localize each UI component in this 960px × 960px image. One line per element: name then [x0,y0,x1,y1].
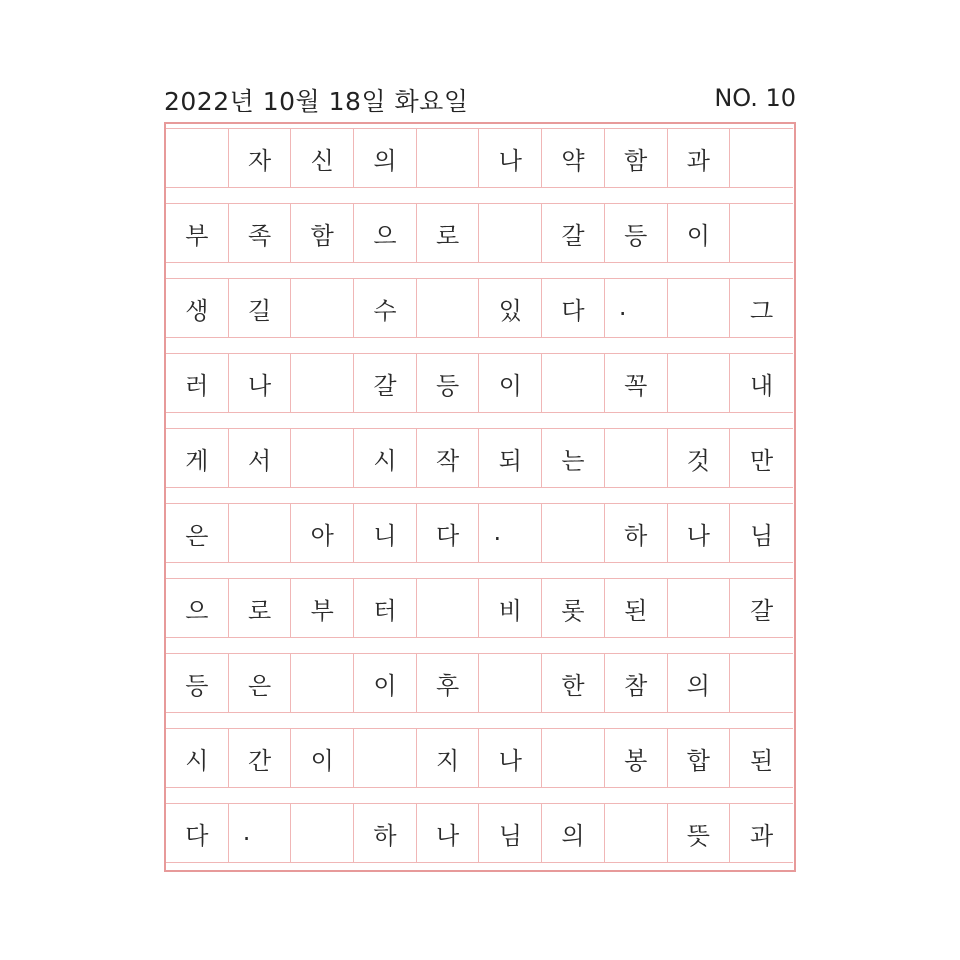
grid-cell [479,204,542,262]
grid-cell: 이 [291,729,354,787]
grid-cell: 다 [166,804,229,862]
grid-cell: 것 [668,429,731,487]
grid-row [166,728,793,788]
grid-cell: 함 [291,204,354,262]
grid-cell [542,354,605,412]
grid-cell: 의 [668,654,731,712]
grid-cell: 과 [668,129,731,187]
grid-cell [668,279,731,337]
grid-cell: 이 [668,204,731,262]
grid-row [166,803,793,863]
grid-cell [605,429,668,487]
grid-cell [730,204,793,262]
grid-cell: 게 [166,429,229,487]
grid-cell: 후 [417,654,480,712]
grid-cell [291,429,354,487]
grid-cell: 로 [417,204,480,262]
grid-cell: 뜻 [668,804,731,862]
grid-cell: 아 [291,504,354,562]
grid-cell: 으 [354,204,417,262]
grid-cell: 시 [166,729,229,787]
grid-cell [291,354,354,412]
grid-row [166,353,793,413]
grid-cell: 로 [229,579,292,637]
grid-cell: 하 [354,804,417,862]
grid-cell [291,279,354,337]
grid-row [166,503,793,563]
grid-row [166,653,793,713]
grid-cell: 니 [354,504,417,562]
grid-cell: 과 [749,821,774,850]
grid-cell: 작 [417,429,480,487]
grid-cell [229,504,292,562]
grid-cell: 부 [166,204,229,262]
grid-cell [417,279,480,337]
grid-cell: 비 [479,579,542,637]
grid-cell [605,804,668,862]
grid-cell: 나 [668,504,731,562]
grid-cell: 봉 [605,729,668,787]
grid-cell: 시 [354,429,417,487]
grid-cell: 있 [479,279,542,337]
grid-cell: 되 [479,429,542,487]
grid-cell: 등 [605,204,668,262]
grid-cell: 약 [542,129,605,187]
grid-cell: 은 [166,504,229,562]
grid-cell: 한 [542,654,605,712]
grid-cell: 님 [749,521,774,550]
grid-cell: 롯 [542,579,605,637]
grid-cell: 만 [749,446,774,475]
grid-cell: . [229,804,292,862]
date-header: 2022년 10월 18일 화요일 [164,87,469,116]
grid-cell: 나 [479,129,542,187]
grid-cell: 나 [417,804,480,862]
grid-cell [417,129,480,187]
grid-cell: 길 [229,279,292,337]
grid-cell: 나 [229,354,292,412]
grid-cell: 나 [479,729,542,787]
grid-cell: 서 [229,429,292,487]
grid-cell [479,654,542,712]
grid-cell: . [605,279,668,337]
grid-cell: 갈 [542,204,605,262]
grid-cell: 생 [166,279,229,337]
grid-cell: 으 [166,579,229,637]
grid-cell: 다 [542,279,605,337]
grid-cell: . [479,504,542,562]
grid-cell: 된 [749,746,774,775]
grid-cell [668,579,731,637]
grid-cell: 의 [354,129,417,187]
grid-cell: 신 [291,129,354,187]
grid-cell: 의 [542,804,605,862]
grid-cell: 지 [417,729,480,787]
grid-row [166,578,793,638]
grid-row [166,278,793,338]
grid-cell [542,504,605,562]
grid-row [166,203,793,263]
grid-cell: 함 [605,129,668,187]
grid-cell [542,729,605,787]
grid-cell: 자 [229,129,292,187]
grid-row [166,428,793,488]
grid-cell [668,354,731,412]
grid-cell: 는 [542,429,605,487]
manuscript-grid [164,122,796,872]
grid-cell: 꼭 [605,354,668,412]
grid-cell: 수 [354,279,417,337]
grid-cell: 터 [354,579,417,637]
grid-cell: 은 [229,654,292,712]
grid-cell: 다 [417,504,480,562]
grid-cell: 된 [605,579,668,637]
grid-cell [354,729,417,787]
grid-cell: 이 [354,654,417,712]
grid-cell: 님 [479,804,542,862]
grid-cell [291,804,354,862]
grid-cell: 합 [668,729,731,787]
page-number: NO. 10 [714,84,796,112]
grid-cell: 러 [166,354,229,412]
grid-cell: 이 [479,354,542,412]
grid-cell: 등 [417,354,480,412]
grid-cell: 그 [749,296,774,325]
grid-cell: 등 [166,654,229,712]
grid-cell: 간 [229,729,292,787]
grid-cell [730,654,793,712]
grid-cell: 부 [291,579,354,637]
grid-cell: 갈 [749,596,774,625]
grid-cell [166,129,229,187]
grid-cell [417,579,480,637]
grid-cell: 하 [605,504,668,562]
grid-cell: 족 [229,204,292,262]
grid-cell: 참 [605,654,668,712]
grid-row [166,128,793,188]
grid-cell [291,654,354,712]
grid-cell [730,129,793,187]
grid-cell: 내 [749,371,774,400]
grid-cell: 갈 [354,354,417,412]
